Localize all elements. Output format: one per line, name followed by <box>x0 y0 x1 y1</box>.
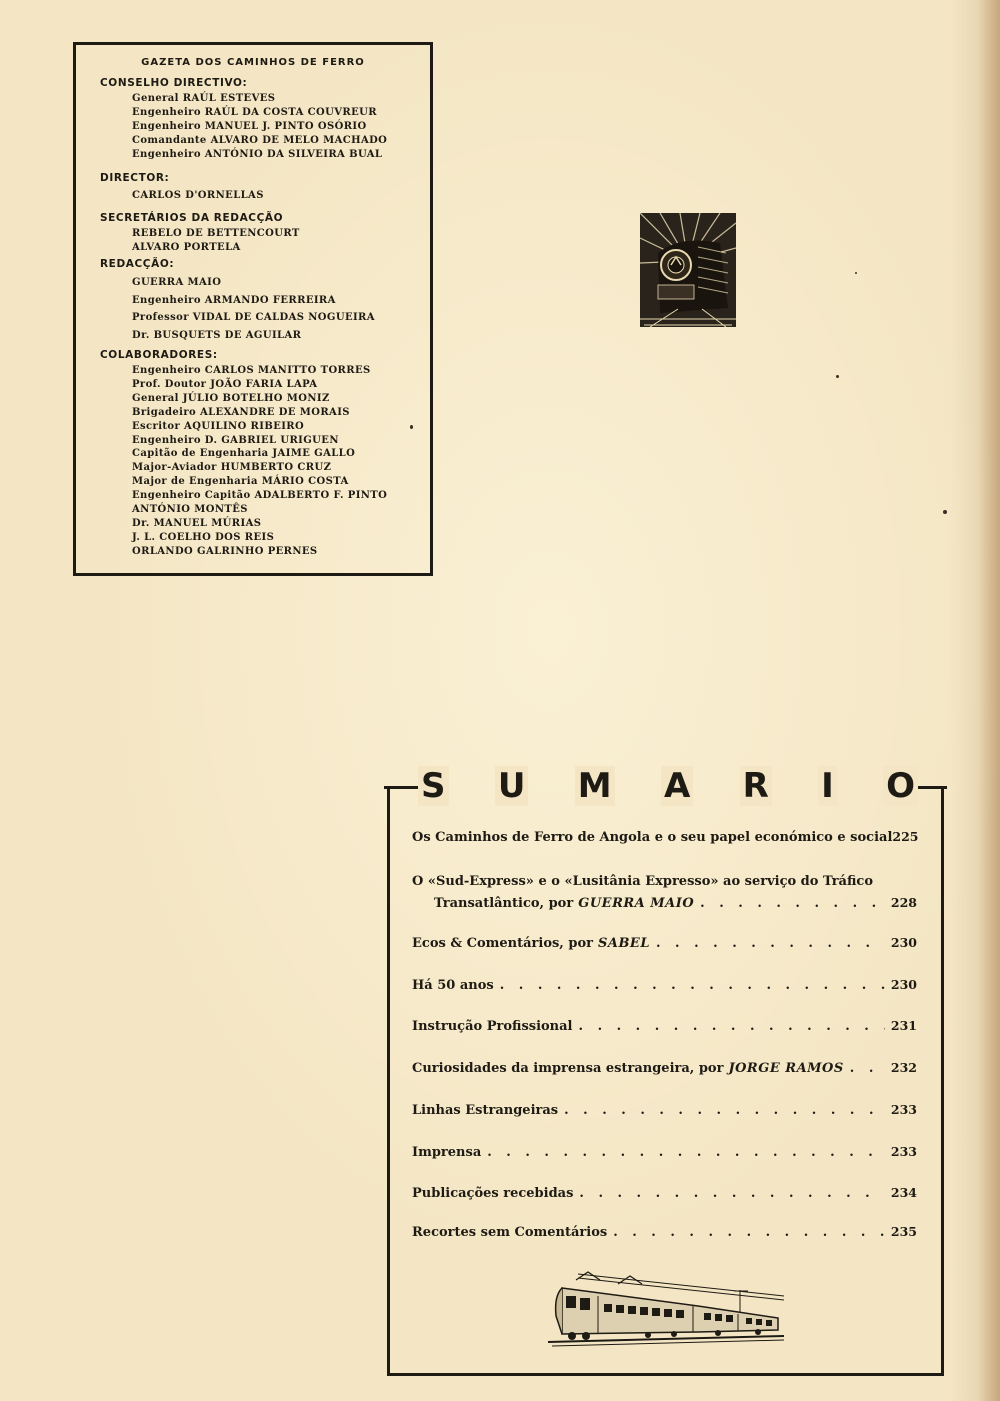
toc-entry[interactable] <box>412 1224 917 1240</box>
toc-entry-page: 234 <box>890 1185 917 1200</box>
toc-entry-author: GUERRA MAIO <box>578 896 695 911</box>
toc-leader <box>700 893 885 914</box>
board-member: General RAÚL ESTEVES <box>132 93 276 104</box>
toc-leader <box>613 1225 885 1240</box>
toc-leader <box>579 1186 885 1201</box>
toc-leader <box>487 1145 885 1160</box>
summary-letter: R <box>740 766 772 806</box>
toc-entry[interactable] <box>412 1102 917 1118</box>
toc-entry-page: 235 <box>890 1224 917 1239</box>
toc-entry-page: 230 <box>890 977 917 992</box>
toc-entry-page: 225 <box>892 829 919 844</box>
staff-title: GAZETA DOS CAMINHOS DE FERRO <box>141 57 365 68</box>
collaborator-name: General JÚLIO BOTELHO MONIZ <box>132 392 330 404</box>
page-edge-shadow <box>978 0 1000 1401</box>
toc-entry-page: 233 <box>890 1144 917 1159</box>
toc-entry[interactable] <box>412 1185 917 1201</box>
toc-entry-page: 228 <box>890 895 917 910</box>
toc-leader <box>564 1103 885 1118</box>
toc-entry-page: 230 <box>890 935 917 950</box>
collaborator-name: J. L. COELHO DOS REIS <box>132 531 275 543</box>
board-heading: CONSELHO DIRECTIVO: <box>100 77 248 89</box>
summary-heading <box>418 764 918 808</box>
print-speck <box>943 510 947 514</box>
collaborator-name: Engenheiro CARLOS MANITTO TORRES <box>132 365 371 376</box>
board-member: Engenheiro MANUEL J. PINTO OSÓRIO <box>132 121 367 132</box>
collaborator-name: ORLANDO GALRINHO PERNES <box>132 545 318 557</box>
director-name: CARLOS D'ORNELLAS <box>132 190 264 201</box>
toc-leader <box>579 1019 885 1034</box>
director-heading: DIRECTOR: <box>100 172 170 184</box>
secretary-name: REBELO DE BETTENCOURT <box>132 228 300 239</box>
toc-entry-author: SABEL <box>597 936 650 951</box>
board-list <box>132 92 430 162</box>
board-member: Engenheiro ANTÓNIO DA SILVEIRA BUAL <box>132 149 383 160</box>
toc-entry-page: 233 <box>890 1102 917 1117</box>
summary-letter: I <box>818 766 837 806</box>
secretary-name: ALVARO PORTELA <box>132 242 241 253</box>
toc-leader <box>850 1061 885 1076</box>
summary-letter: O <box>883 766 918 806</box>
board-member: Comandante ALVARO DE MELO MACHADO <box>132 135 388 146</box>
collaborator-name: Engenheiro D. GABRIEL URIGUEN <box>132 434 339 446</box>
toc-entry[interactable] <box>412 1144 917 1160</box>
toc-entry[interactable] <box>412 871 917 914</box>
toc-entry-title: Curiosidades da imprensa estrangeira, por <box>412 1061 724 1076</box>
print-speck <box>836 375 839 378</box>
secretaries-heading: SECRETÁRIOS DA REDACÇÃO <box>100 212 284 224</box>
collaborators-list <box>132 364 430 559</box>
toc-leader <box>656 936 885 951</box>
print-speck <box>855 272 857 274</box>
locomotive-woodcut-icon <box>640 213 736 327</box>
toc-entry-title: Publicações recebidas <box>412 1186 574 1201</box>
staff-box <box>73 42 433 576</box>
toc-entry-title: Instrução Profissional <box>412 1019 573 1034</box>
toc-entry-title: Imprensa <box>412 1145 482 1160</box>
collaborator-name: Brigadeiro ALEXANDRE DE MORAIS <box>132 406 350 418</box>
collaborator-name: ANTÓNIO MONTÊS <box>132 504 248 516</box>
toc-leader <box>500 978 885 993</box>
editorial-list <box>132 274 430 344</box>
toc-entry-title: Há 50 anos <box>412 978 494 993</box>
secretaries-list <box>132 227 430 255</box>
editor-name: GUERRA MAIO <box>132 277 222 288</box>
collaborator-name: Engenheiro Capitão ADALBERTO F. PINTO <box>132 490 388 502</box>
toc-entry-author: JORGE RAMOS <box>728 1061 844 1076</box>
toc-entry[interactable] <box>412 1060 917 1076</box>
summary-letter: S <box>418 766 449 806</box>
toc-entry-title: Recortes sem Comentários <box>412 1225 608 1240</box>
collaborator-name: Major-Aviador HUMBERTO CRUZ <box>132 462 332 474</box>
collaborator-name: Major de Engenharia MÁRIO COSTA <box>132 476 349 488</box>
print-speck <box>410 425 413 429</box>
toc-entry-title: Linhas Estrangeiras <box>412 1103 559 1118</box>
summary-letter: M <box>575 766 615 806</box>
collaborator-name: Escritor AQUILINO RIBEIRO <box>132 420 305 432</box>
toc-entry[interactable] <box>412 829 917 845</box>
summary-letter: A <box>661 766 693 806</box>
toc-entry[interactable] <box>412 977 917 993</box>
toc-entry-title: O «Sud-Express» e o «Lusitânia Expresso» ao serviço do Tráfico <box>412 874 874 889</box>
board-member: Engenheiro RAÚL DA COSTA COUVREUR <box>132 107 377 118</box>
toc-entry[interactable] <box>412 935 917 951</box>
electric-train-icon <box>548 1266 784 1348</box>
summary-letter: U <box>495 766 529 806</box>
editor-name: Engenheiro ARMANDO FERREIRA <box>132 294 336 306</box>
collaborator-name: Dr. MANUEL MÚRIAS <box>132 517 262 529</box>
collaborator-name: Prof. Doutor JOÃO FARIA LAPA <box>132 378 318 390</box>
toc-entry-title: Ecos & Comentários, por <box>412 936 593 951</box>
collaborators-heading: COLABORADORES: <box>100 349 218 361</box>
editor-name: Professor VIDAL DE CALDAS NOGUEIRA <box>132 312 375 323</box>
editorial-heading: REDACÇÃO: <box>100 258 175 270</box>
editor-name: Dr. BUSQUETS DE AGUILAR <box>132 329 302 341</box>
toc-entry[interactable] <box>412 1018 917 1034</box>
toc-entry-page: 232 <box>890 1060 917 1075</box>
collaborator-name: Capitão de Engenharia JAIME GALLO <box>132 448 356 460</box>
toc-entry-page: 231 <box>890 1018 917 1033</box>
toc-entry-title: Os Caminhos de Ferro de Angola e o seu papel económico e social <box>412 830 893 845</box>
director-list <box>132 189 430 203</box>
toc-entry-title-cont: Transatlântico, por <box>434 896 574 911</box>
